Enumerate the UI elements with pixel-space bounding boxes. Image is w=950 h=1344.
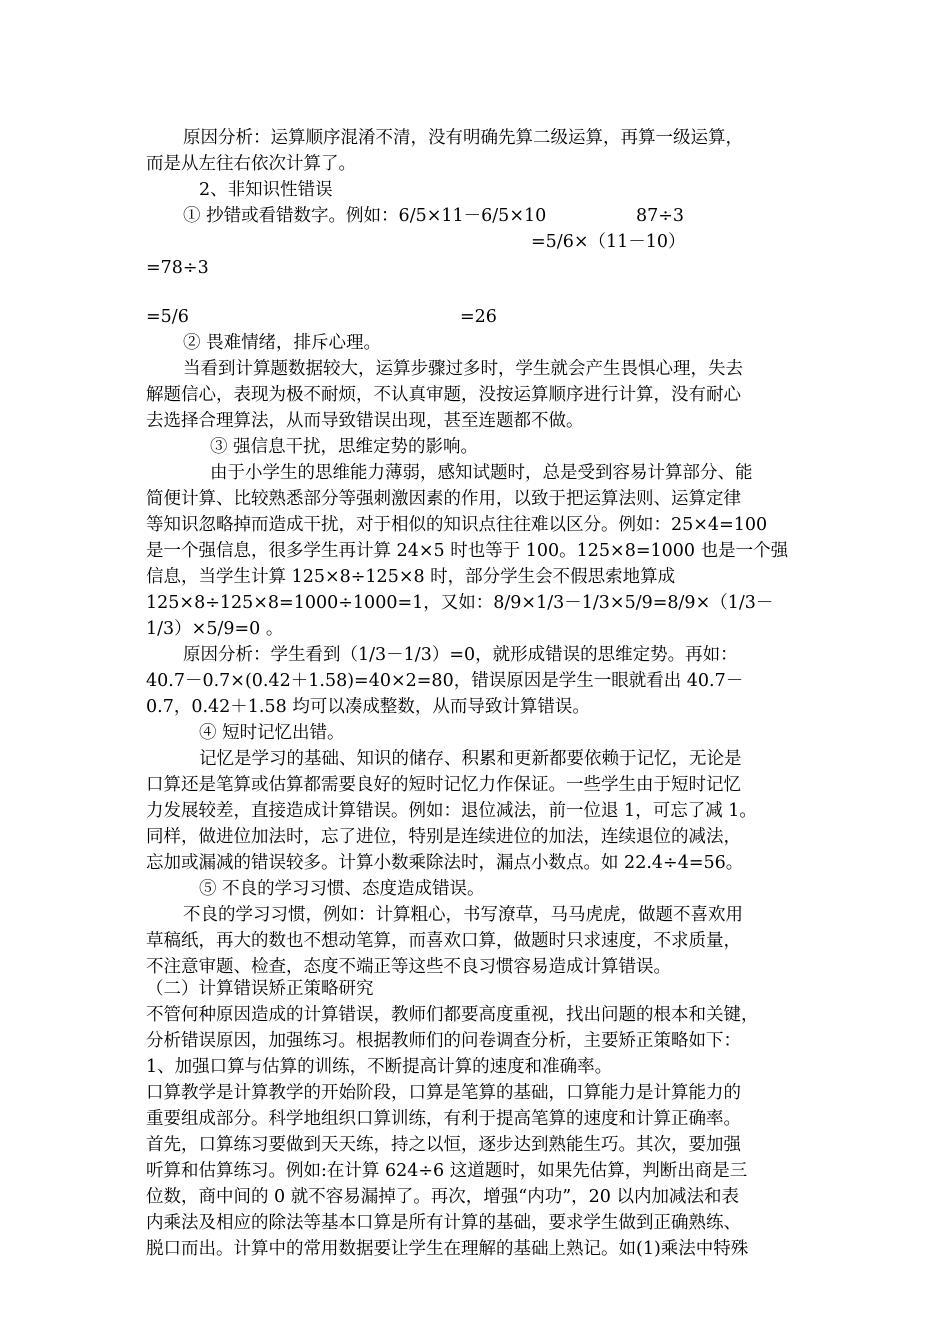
list-item-heading: ② 畏难情绪，排斥心理。 bbox=[183, 333, 382, 353]
paragraph-line: 不注意审题、检查，态度不端正等这些不良习惯容易造成计算错误。 bbox=[146, 957, 671, 977]
paragraph-line: 由于小学生的思维能力薄弱，感知试题时，总是受到容易计算部分、能 bbox=[210, 463, 753, 483]
section-heading: （二）计算错误矫正策略研究 bbox=[146, 979, 374, 999]
paragraph-line: =78÷3 bbox=[146, 258, 209, 278]
paragraph-line: 忘加或漏减的错误较多。计算小数乘除法时，漏点小数点。如 22.4÷4=56。 bbox=[146, 853, 744, 873]
paragraph-line: 分析错误原因，加强练习。根据教师们的问卷调查分析，主要矫正策略如下： bbox=[146, 1031, 741, 1051]
paragraph-line: 重要组成部分。科学地组织口算训练，有利于提高笔算的速度和计算正确率。 bbox=[146, 1109, 741, 1129]
paragraph-line: 信息，当学生计算 125×8÷125×8 时，部分学生会不假思索地算成 bbox=[146, 567, 676, 587]
paragraph-line: 力发展较差，直接造成计算错误。例如：退位减法，前一位退 1，可忘了减 1。 bbox=[146, 801, 757, 821]
paragraph-line: 位数，商中间的 0 就不容易漏掉了。再次，增强“内功”，20 以内加减法和表 bbox=[146, 1187, 739, 1207]
subsection-heading: 1、加强口算与估算的训练，不断提高计算的速度和准确率。 bbox=[146, 1057, 613, 1077]
section-heading: 2、非知识性错误 bbox=[199, 180, 333, 200]
paragraph-line: 去选择合理算法，从而导致错误出现，甚至连题都不做。 bbox=[146, 411, 584, 431]
paragraph-line: 等知识忽略掉而造成干扰，对于相似的知识点往往难以区分。例如：25×4=100 bbox=[146, 515, 768, 535]
paragraph-line: 而是从左往右依次计算了。 bbox=[146, 154, 356, 174]
paragraph-line: 同样，做进位加法时，忘了进位，特别是连续进位的加法，连续退位的减法， bbox=[146, 827, 741, 847]
paragraph-line: 草稿纸，再大的数也不想动笔算，而喜欢口算，做题时只求速度，不求质量， bbox=[146, 931, 741, 951]
paragraph-line: 87÷3 bbox=[636, 206, 685, 226]
paragraph-line: 0.7，0.42＋1.58 均可以凑成整数，从而导致计算错误。 bbox=[146, 697, 590, 717]
paragraph-line: =5/6 bbox=[146, 307, 189, 327]
list-item-heading: ⑤ 不良的学习习惯、态度造成错误。 bbox=[199, 879, 485, 899]
paragraph-line: 当看到计算题数据较大，运算步骤过多时，学生就会产生畏惧心理，失去 bbox=[183, 359, 743, 379]
list-item-heading: ① 抄错或看错数字。例如：6/5×11－6/5×10 bbox=[183, 206, 547, 226]
paragraph-line: 听算和估算练习。例如:在计算 624÷6 这道题时，如果先估算，判断出商是三 bbox=[146, 1161, 748, 1181]
paragraph-line: 是一个强信息，很多学生再计算 24×5 时也等于 100。125×8=1000 也是一个强 bbox=[146, 541, 789, 561]
paragraph-line: 原因分析：学生看到（1/3－1/3）=0，就形成错误的思维定势。再如： bbox=[183, 645, 738, 665]
paragraph-line: 口算教学是计算教学的开始阶段，口算是笔算的基础，口算能力是计算能力的 bbox=[146, 1083, 741, 1103]
paragraph-line: 内乘法及相应的除法等基本口算是所有计算的基础，要求学生做到正确熟练、 bbox=[146, 1213, 741, 1233]
paragraph-line: 原因分析：运算顺序混淆不清，没有明确先算二级运算，再算一级运算， bbox=[183, 128, 743, 148]
paragraph-line: =5/6×（11－10） bbox=[531, 232, 686, 252]
paragraph-line: 40.7－0.7×(0.42＋1.58)=40×2=80，错误原因是学生一眼就看出 40.7－ bbox=[146, 671, 744, 691]
paragraph-line: 不良的学习习惯，例如：计算粗心，书写潦草，马马虎虎，做题不喜欢用 bbox=[183, 905, 743, 925]
paragraph-line: 125×8÷125×8=1000÷1000=1，又如：8/9×1/3－1/3×5/9=8/9×（1/3－ bbox=[146, 593, 774, 613]
paragraph-line: 口算还是笔算或估算都需要良好的短时记忆力作保证。一些学生由于短时记忆 bbox=[146, 775, 741, 795]
paragraph-line: 不管何种原因造成的计算错误，教师们都要高度重视，找出问题的根本和关键， bbox=[146, 1005, 759, 1025]
paragraph-line: =26 bbox=[460, 307, 497, 327]
paragraph-line: 首先，口算练习要做到天天练，持之以恒，逐步达到熟能生巧。其次，要加强 bbox=[146, 1135, 741, 1155]
list-item-heading: ③ 强信息干扰，思维定势的影响。 bbox=[210, 437, 479, 457]
paragraph-line: 1/3）×5/9=0 。 bbox=[146, 619, 284, 639]
paragraph-line: 简便计算、比较熟悉部分等强刺激因素的作用，以致于把运算法则、运算定律 bbox=[146, 489, 741, 509]
paragraph-line: 记忆是学习的基础、知识的储存、积累和更新都要依赖于记忆，无论是 bbox=[199, 749, 742, 769]
paragraph-line: 脱口而出。计算中的常用数据要让学生在理解的基础上熟记。如(1)乘法中特殊 bbox=[146, 1239, 749, 1259]
paragraph-line: 解题信心，表现为极不耐烦，不认真审题，没按运算顺序进行计算，没有耐心 bbox=[146, 385, 741, 405]
list-item-heading: ④ 短时记忆出错。 bbox=[199, 723, 345, 743]
